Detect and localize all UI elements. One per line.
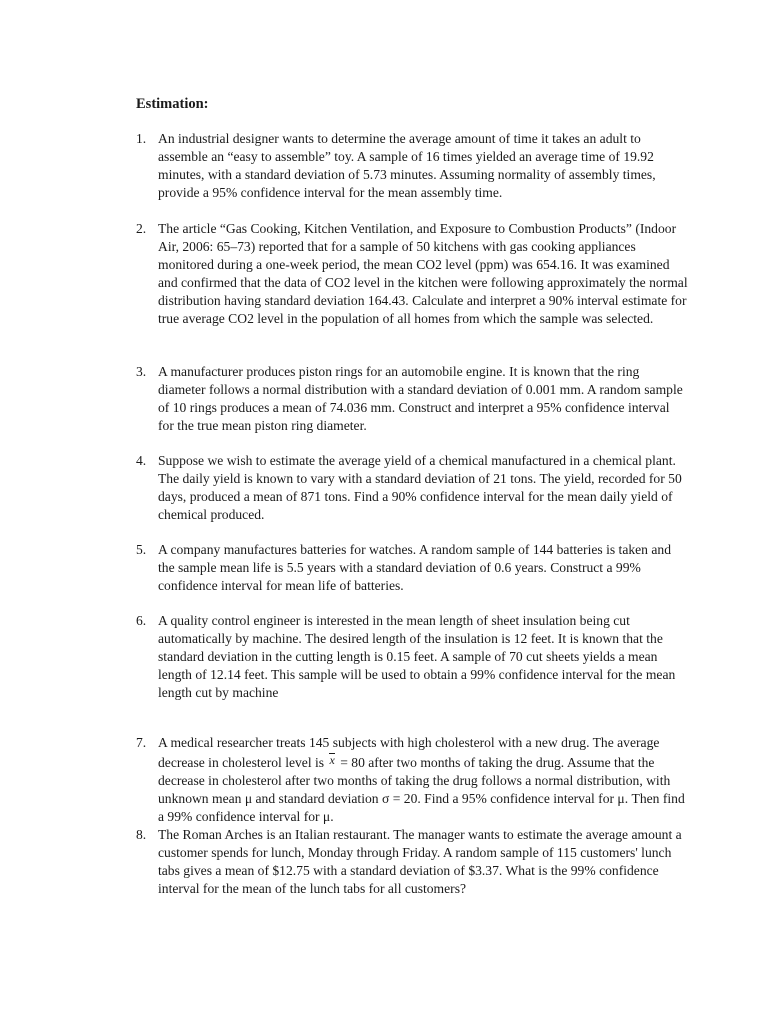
question-text-after: = 80 after two months of taking the drug. Assume that the decrease in cholesterol after two months of taking the drug follows a normal distribution, with unknown mean μ and standard deviation σ = 20. Find a 95% confidence interval for μ. Then find a 99% confidence interval for μ.: [158, 754, 685, 824]
question-number: 4.: [136, 453, 147, 468]
question-text: A manufacturer produces piston rings for an automobile engine. It is known that the ring diameter follows a normal distribution with a standard deviation of 0.001 mm. A random sample of 10 rings produces a mean of 74.036 mm. Construct and interpret a 95% confidence interval for the true mean piston ring diameter.: [158, 364, 683, 433]
question-2: [136, 220, 688, 327]
question-text: An industrial designer wants to determine the average amount of time it takes an adult to assemble an “easy to assemble” toy. A sample of 16 times yielded an average time of 19.92 minutes, with a standard deviation of 5.73 minutes. Assuming normality of assembly times, provide a 95% confidence interval for the mean assembly time.: [158, 131, 656, 200]
question-1: [136, 130, 688, 202]
question-4: [136, 452, 688, 524]
question-number: 1.: [136, 131, 147, 146]
question-number: 2.: [136, 221, 147, 236]
question-text: The Roman Arches is an Italian restaurant. The manager wants to estimate the average amount a customer spends for lunch, Monday through Friday. A random sample of 115 customers' lunch tabs gives a mean of $12.75 with a standard deviation of $3.37. What is the 99% confidence interval for the mean of the lunch tabs for all customers?: [158, 827, 682, 896]
question-number: 3.: [136, 364, 147, 379]
question-number: 8.: [136, 827, 147, 842]
question-5: [136, 541, 688, 595]
question-text: The article “Gas Cooking, Kitchen Ventilation, and Exposure to Combustion Products” (Indoor Air, 2006: 65–73) reported that for a sample of 50 kitchens with gas cooking appliances monitored during a one-week period, the mean CO2 level (ppm) was 654.16. It was examined and confirmed that the data of CO2 level in the kitchen were following approximately the normal distribution having standard deviation 164.43. Calculate and interpret a 90% interval estimate for true average CO2 level in the population of all homes from which the sample was selected.: [158, 221, 688, 326]
document-heading: Estimation:: [136, 96, 209, 112]
question-number: 6.: [136, 613, 147, 628]
x-bar-symbol: x: [327, 752, 336, 770]
question-number: 7.: [136, 735, 147, 750]
question-text: Suppose we wish to estimate the average yield of a chemical manufactured in a chemical plant. The daily yield is known to vary with a standard deviation of 21 tons. The yield, recorded for 50 days, produced a mean of 871 tons. Find a 90% confidence interval for the mean daily yield of chemical produced.: [158, 453, 682, 522]
question-7: [136, 734, 688, 826]
question-text: A quality control engineer is interested in the mean length of sheet insulation being cut automatically by machine. The desired length of the insulation is 12 feet. It is known that the standard deviation in the cutting length is 0.15 feet. A sample of 70 cut sheets yields a mean length of 12.14 feet. This sample will be used to obtain a 99% confidence interval for the mean length cut by machine: [158, 613, 676, 700]
question-text-before: A medical researcher treats 145 subjects with high cholesterol with a new drug. The average decrease in cholesterol level is: [158, 735, 660, 770]
question-3: [136, 363, 688, 435]
question-text: [158, 734, 688, 826]
question-8: [136, 826, 688, 898]
question-6: [136, 612, 688, 702]
question-number: 5.: [136, 542, 147, 557]
question-text: A company manufactures batteries for watches. A random sample of 144 batteries is taken and the sample mean life is 5.5 years with a standard deviation of 0.6 years. Construct a 99% confidence interval for mean life of batteries.: [158, 542, 672, 593]
